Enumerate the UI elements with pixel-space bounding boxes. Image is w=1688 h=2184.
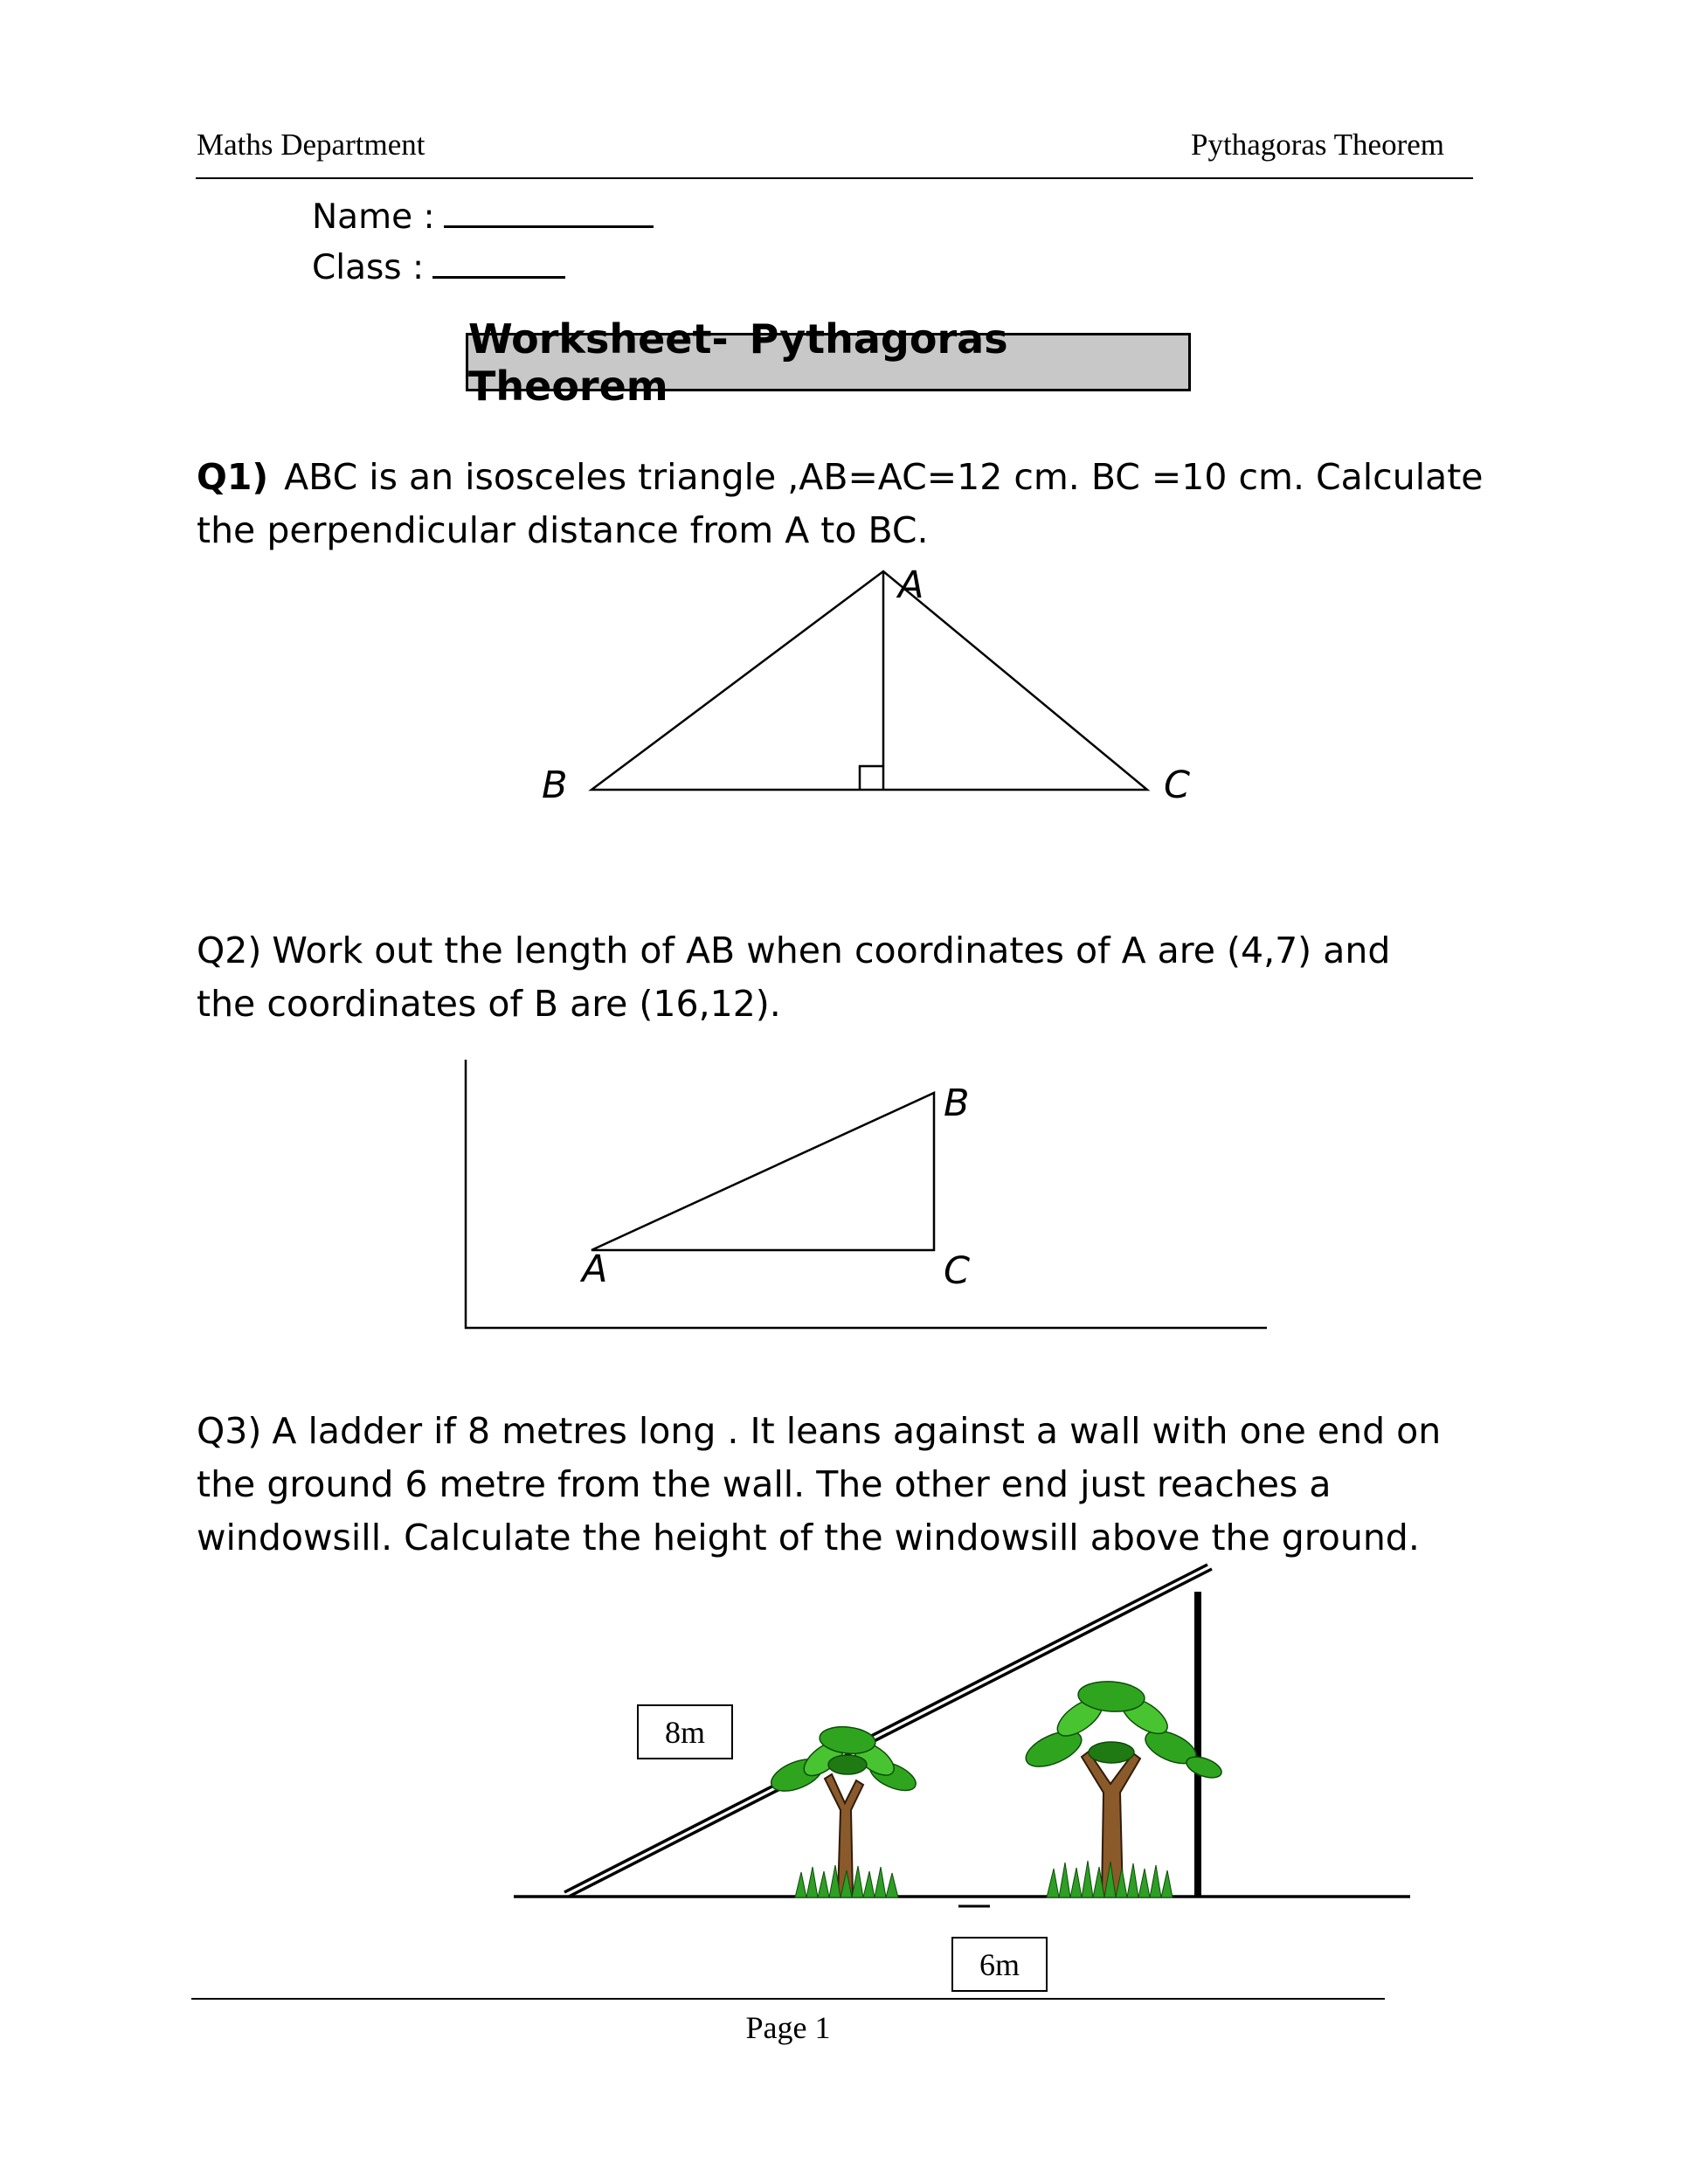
class-blank xyxy=(432,248,565,279)
question-1-line-1-text: ABC is an isosceles triangle ,AB=AC=12 cm. BC =10 cm. Calculate xyxy=(284,456,1484,498)
page-number: Page 1 xyxy=(745,2010,831,2045)
question-3-line-3: windowsill. Calculate the height of the windowsill above the ground. xyxy=(197,1517,1420,1559)
tree-2-grass xyxy=(1047,1861,1173,1897)
question-1-line-2: the perpendicular distance from A to BC. xyxy=(197,509,929,551)
q2-vertex-b: B xyxy=(944,1082,970,1125)
q1-vertex-a: A xyxy=(898,563,924,607)
q1-vertex-b: B xyxy=(542,764,568,807)
question-1-text xyxy=(197,451,1484,557)
q2-vertex-c: C xyxy=(944,1249,971,1293)
question-3-line-1-text: A ladder if 8 metres long . It leans against a wall with one end on xyxy=(272,1410,1442,1452)
question-2-line-1 xyxy=(197,924,1390,978)
footer-rule xyxy=(191,1998,1385,2000)
q1-vertex-c: C xyxy=(1164,764,1191,807)
worksheet-title: Worksheet- Pythagoras Theorem xyxy=(466,333,1191,391)
question-3-label: Q3) xyxy=(197,1410,262,1452)
header-rule xyxy=(196,177,1473,179)
question-2-line-1-text: Work out the length of AB when coordinates of A are (4,7) and xyxy=(272,930,1391,971)
tree-1 xyxy=(767,1724,920,1897)
header-department: Maths Department xyxy=(197,128,425,162)
question-3-line-2: the ground 6 metre from the wall. The other end just reaches a xyxy=(197,1463,1332,1505)
q3-diagram xyxy=(489,1546,1450,1913)
ladder-length-box: 8m xyxy=(637,1704,733,1759)
tree-2 xyxy=(1020,1679,1224,1897)
class-label: Class : xyxy=(312,248,425,288)
question-3-line-1 xyxy=(197,1405,1441,1458)
question-2-text xyxy=(197,924,1390,1031)
q2-vertex-a: A xyxy=(582,1248,608,1291)
name-blank xyxy=(444,197,654,228)
q2-triangle xyxy=(591,1093,934,1250)
class-line xyxy=(312,248,565,287)
ground-distance-box: 6m xyxy=(951,1937,1048,1992)
name-label: Name : xyxy=(312,197,435,238)
question-1-label: Q1) xyxy=(197,456,269,498)
q1-diagram xyxy=(524,550,1241,812)
question-2-line-2: the coordinates of B are (16,12). xyxy=(197,983,781,1025)
question-2-label: Q2) xyxy=(197,930,262,971)
q2-diagram xyxy=(454,1053,1276,1341)
header-topic: Pythagoras Theorem xyxy=(1191,128,1444,162)
tree-1-foliage xyxy=(767,1724,920,1798)
name-line xyxy=(312,197,654,237)
q1-triangle xyxy=(591,571,1147,790)
q1-right-angle-mark xyxy=(860,766,883,790)
question-1-line-1 xyxy=(197,451,1484,504)
question-3-text xyxy=(197,1405,1441,1565)
